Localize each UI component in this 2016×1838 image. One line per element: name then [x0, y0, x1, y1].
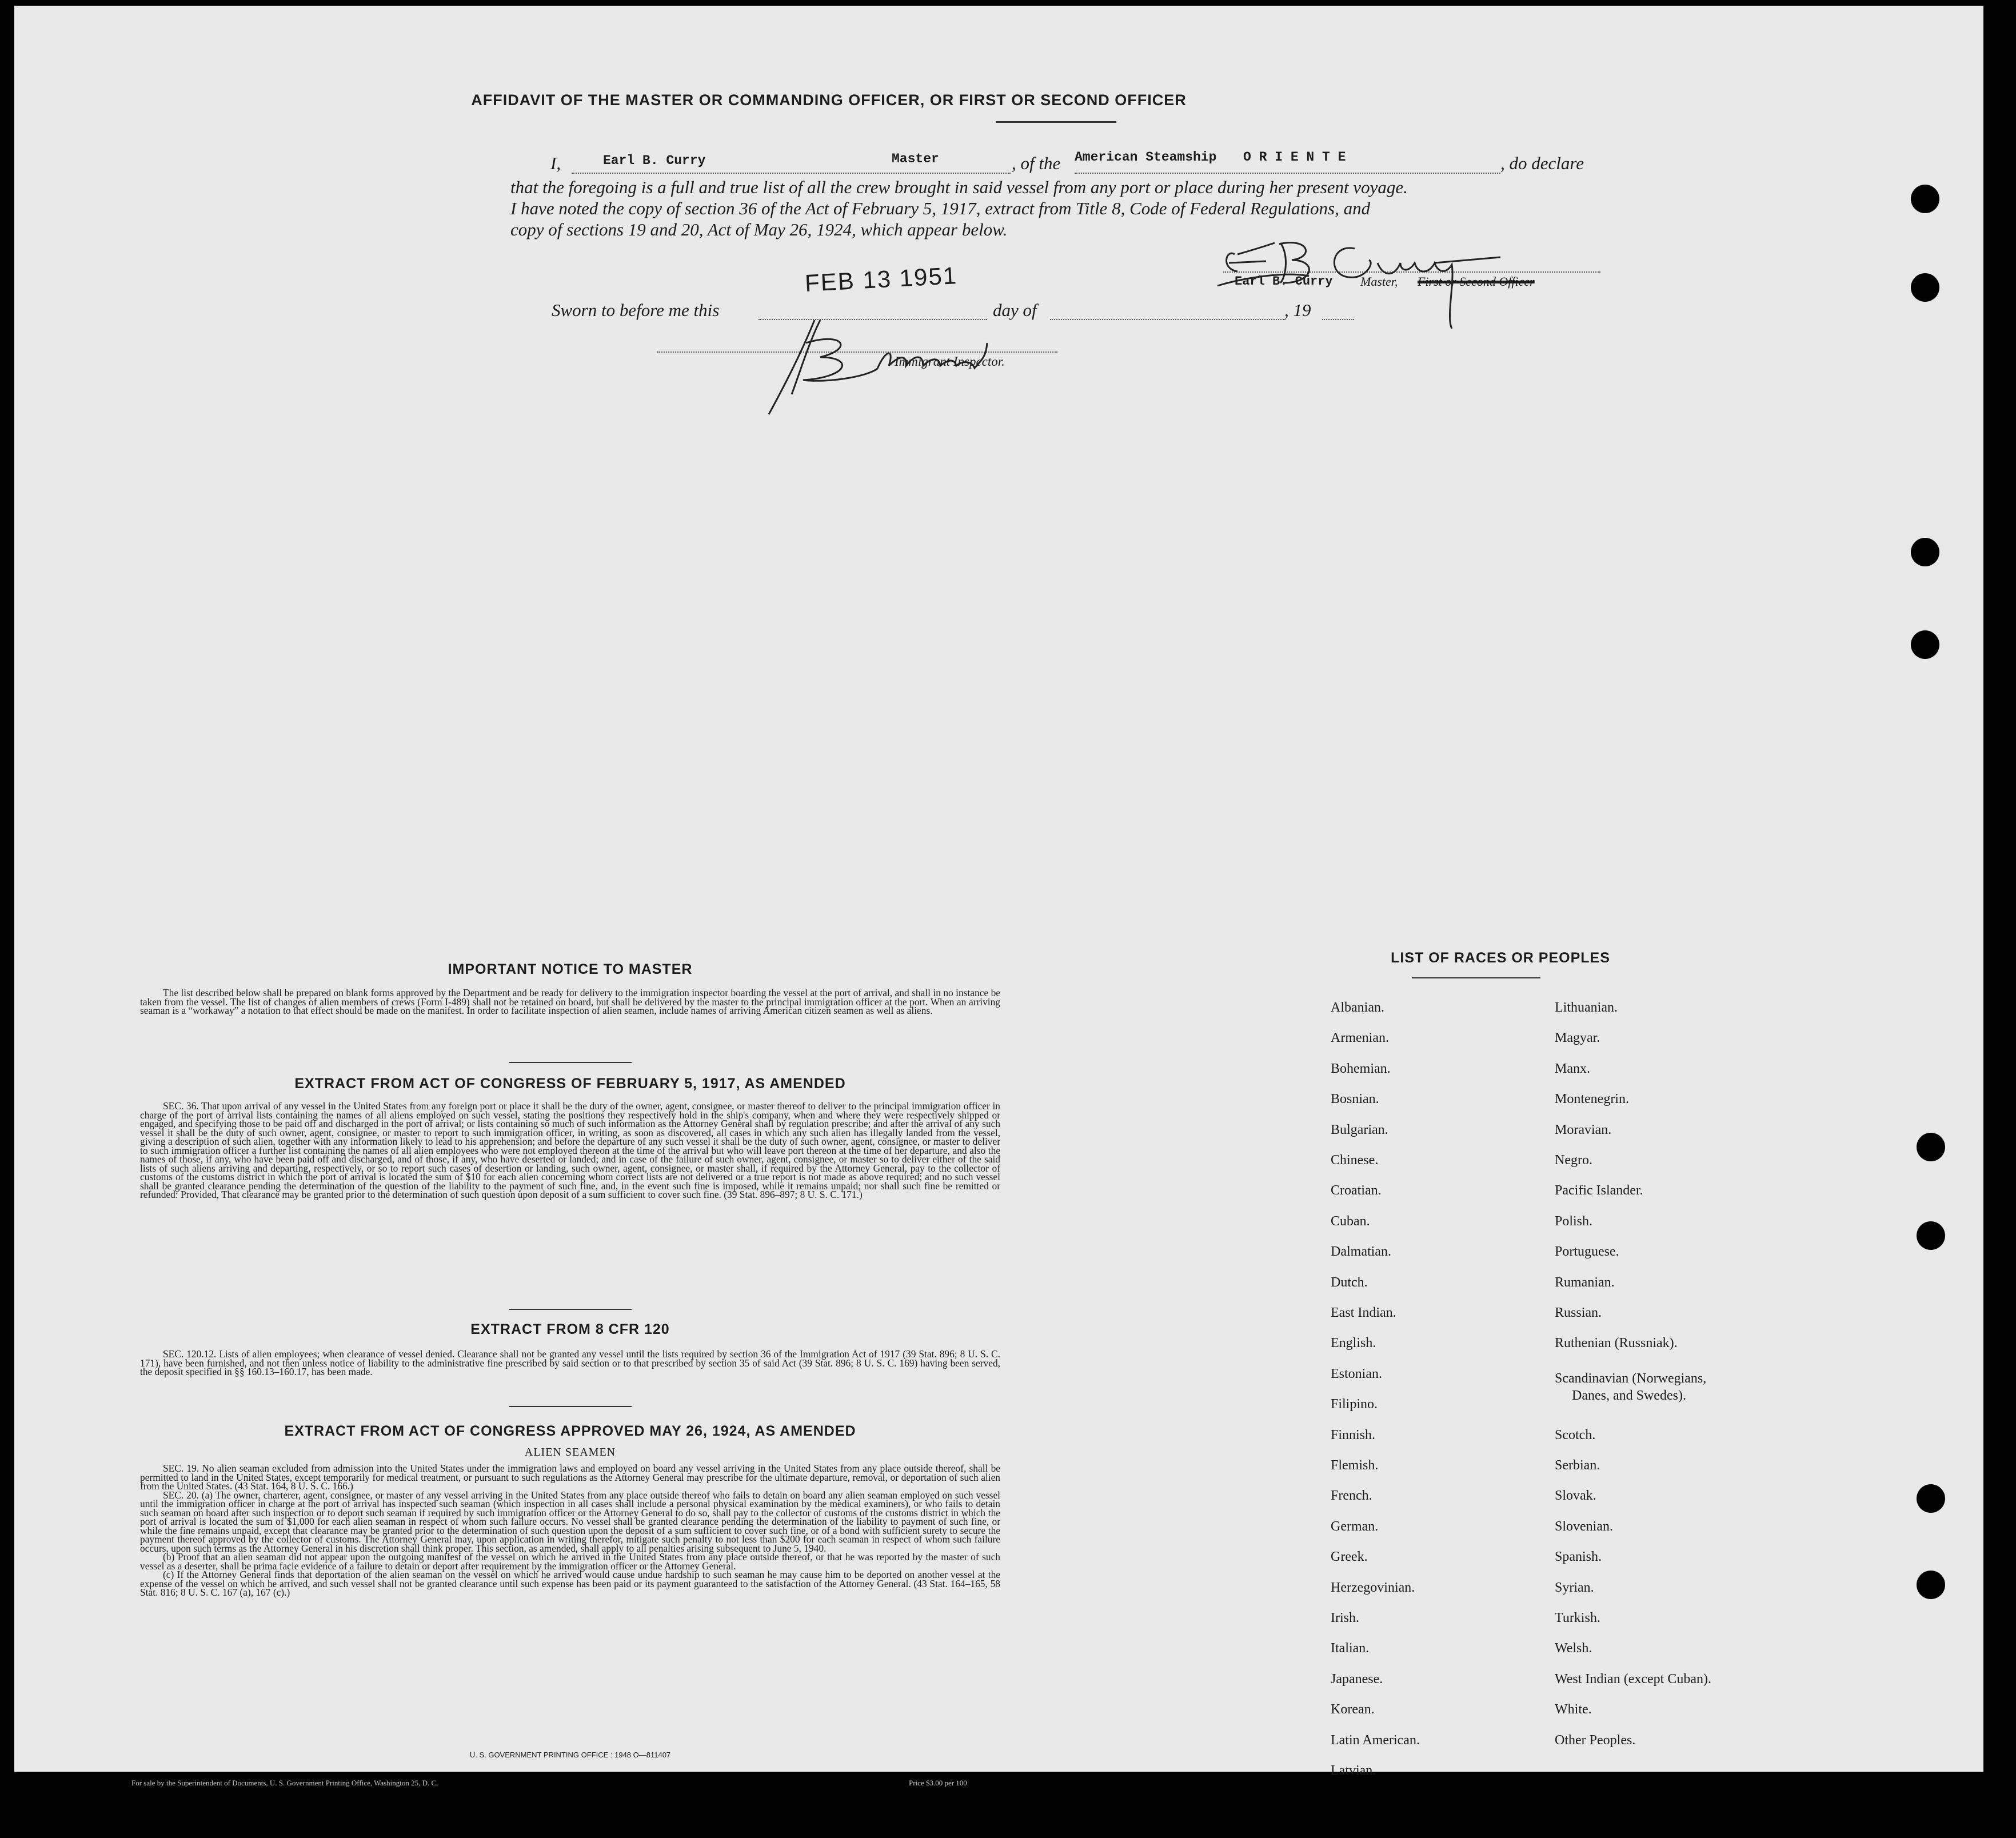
- race-item: Dalmatian.: [1331, 1244, 1391, 1260]
- race-item: Lithuanian.: [1555, 1000, 1618, 1015]
- race-item: Pacific Islander.: [1555, 1183, 1643, 1198]
- declarant-prefix: I,: [550, 153, 561, 173]
- section-36-text: SEC. 36. That upon arrival of any vessel in the United States from any foreign port or place it shall be the duty of the owner, agent, consignee, or master thereof to deliver to the principal immigration officer in charge of the port of arrival lists containing the names of all aliens employed on such vessel, stating the positions they respectively hold in the ship's company, when and where they were respectively shipped or engaged, and specifying those to be paid off and discharged in the port of arrival; or lists containing so much of such information as the Attorney General shall by regulation prescribe; and after the arrival of any such vessel it shall be the duty of such owner, agent, consignee, or master to report to such immigration officer, in writing, as soon as discovered, all cases in which any such alien has illegally landed from the vessel, giving a description of such alien, together with any information likely to lead to his apprehension; and before the departure of any such vessel it shall be the duty of such owner, agent, consignee, or master to deliver to such immigration officer a further list containing the names of all alien employees who were not employed thereon at the time of the arrival but who will leave port thereon at the time of her departure, and also the names of those, if any, who have been paid off and discharged, and of those, if any, who have deserted or landed; and in case of the failure of such owner, agent, consignee, or master so to deliver either of the said lists of such aliens arriving and departing, respectively, or so to report such cases of desertion or landing, such owner, agent, consignee, or master shall, if required by the Attorney General, pay to the collector of customs of the customs district in which the port of arrival is located the sum of $10 for each alien concerning whom correct lists are not delivered or a true report is not made as above required; and no such vessel shall be granted clearance pending the determination of the question of the liability to the payment of such fine, and, in the event such fine is imposed, while it remains unpaid; nor shall such fine be remitted or refunded: Provided, That clearance may be granted prior to the determination of such question upon deposit of a sum sufficient to cover such fine. (39 Stat. 896–897; 8 U. S. C. 171.): [140, 1100, 1000, 1200]
- day-of-text: day of: [993, 300, 1037, 320]
- punch-hole: [1911, 538, 1939, 566]
- race-item: Bosnian.: [1331, 1092, 1379, 1107]
- race-item: Manx.: [1555, 1061, 1590, 1076]
- declarant-rank: Master: [892, 151, 939, 166]
- race-item: Other Peoples.: [1555, 1732, 1636, 1748]
- race-item: East Indian.: [1331, 1305, 1396, 1320]
- race-item: Bulgarian.: [1331, 1122, 1388, 1137]
- name-fill-line: [572, 173, 1011, 174]
- extract-1924-body: [140, 1464, 1000, 1597]
- declarant-name: Earl B. Curry: [603, 153, 706, 168]
- printer-line: U. S. GOVERNMENT PRINTING OFFICE : 1948 O—811407: [469, 1751, 671, 1759]
- race-item: West Indian (except Cuban).: [1555, 1671, 1711, 1687]
- important-notice-text: The list described below shall be prepared on blank forms approved by the Department and be ready for delivery to the immigration inspector boarding the vessel at the port of arrival, and shall in no instance be taken from the vessel. The list of changes of alien members of crews (Form I-489) shall not be retained on board, but shall be delivered by the master to the principal immigration officer at the port. When an arriving seaman is a “workaway” a notation to that effect should be made on the manifest. In order to facilitate inspection of alien seamen, include names of arriving American citizen seamen as well as aliens.: [140, 987, 1000, 1016]
- of-the-text: , of the: [1012, 153, 1061, 173]
- extract-1917-body: [140, 1102, 1000, 1200]
- master-signature: [1212, 231, 1532, 343]
- do-declare-text: , do declare: [1500, 153, 1584, 173]
- signer-struck-title: First or Second Officer: [1418, 274, 1535, 289]
- race-item: Bohemian.: [1331, 1061, 1391, 1076]
- race-item: Irish.: [1331, 1611, 1359, 1625]
- race-item: Moravian.: [1555, 1122, 1612, 1137]
- races-rule: [1412, 977, 1540, 978]
- race-item: Italian.: [1331, 1641, 1370, 1656]
- race-item: Negro.: [1555, 1153, 1592, 1168]
- extract-1917-title: EXTRACT FROM ACT OF CONGRESS OF FEBRUARY 5, 1917, AS AMENDED: [294, 1076, 846, 1092]
- race-item: Syrian.: [1555, 1580, 1594, 1595]
- affidavit-body-line1: that the foregoing is a full and true list of all the crew brought in said vessel from any port or place during her present voyage.: [510, 177, 1408, 197]
- race-item: Scotch.: [1555, 1427, 1596, 1443]
- race-item: Polish.: [1555, 1213, 1593, 1229]
- race-item: Slovenian.: [1555, 1519, 1613, 1534]
- race-item: German.: [1331, 1519, 1379, 1534]
- extract-cfr-title: EXTRACT FROM 8 CFR 120: [470, 1321, 670, 1337]
- extract-cfr-body: [140, 1350, 1000, 1377]
- race-item: Estonian.: [1331, 1366, 1382, 1381]
- race-item: Armenian.: [1331, 1030, 1389, 1046]
- race-item: Croatian.: [1331, 1183, 1382, 1198]
- race-item: Magyar.: [1555, 1030, 1600, 1046]
- punch-hole: [1917, 1571, 1945, 1599]
- section-20b-text: (b) Proof that an alien seaman did not appear upon the outgoing manifest of the vessel on which he arrived in the United States from any place outside thereof, or that he was reported by the master of such vessel as a deserter, shall be prima facie evidence of a failure to detain or deport after requirement by the immigration officer or the Attorney General.: [140, 1551, 1000, 1572]
- punch-hole: [1917, 1221, 1945, 1250]
- section-19-text: SEC. 19. No alien seaman excluded from admission into the United States under the immigration laws and employed on board any vessel arriving in the United States from any place outside thereof, shall be permitted to land in the United States, except temporarily for medical treatment, or pursuant to such regulations as the Attorney General may prescribe for the ultimate departure, removal, or deportation of such alien from the United States. (43 Stat. 164, 8 U. S. C. 166.): [140, 1463, 1000, 1492]
- rule-1: [509, 1062, 632, 1063]
- sworn-text: Sworn to before me this: [552, 300, 720, 320]
- race-item: Albanian.: [1331, 1000, 1384, 1015]
- race-item: Herzegovinian.: [1331, 1580, 1415, 1595]
- race-item: Slovak.: [1555, 1488, 1596, 1504]
- race-item: White.: [1555, 1702, 1592, 1717]
- race-item: Scandinavian (Norwegians,: [1555, 1370, 1707, 1386]
- affidavit-body-line2: I have noted the copy of section 36 of the Act of February 5, 1917, extract from Title 8, Code of Federal Regulations, and: [510, 198, 1371, 218]
- race-item: Cuban.: [1331, 1213, 1370, 1229]
- signer-title: Master,: [1360, 274, 1398, 289]
- vessel-type: American Steamship: [1075, 150, 1217, 165]
- rule-2: [509, 1309, 632, 1310]
- race-item: Turkish.: [1555, 1611, 1600, 1625]
- race-item: Welsh.: [1555, 1641, 1592, 1656]
- punch-hole: [1911, 185, 1939, 213]
- race-item: Greek.: [1331, 1549, 1368, 1565]
- alien-seamen-subtitle: ALIEN SEAMEN: [524, 1446, 616, 1459]
- race-item: Portuguese.: [1555, 1244, 1619, 1260]
- race-item: Spanish.: [1555, 1549, 1602, 1565]
- race-item: Korean.: [1331, 1702, 1375, 1717]
- race-item: Ruthenian (Russniak).: [1555, 1336, 1678, 1351]
- race-item: Rumanian.: [1555, 1274, 1615, 1290]
- extract-1924-title: EXTRACT FROM ACT OF CONGRESS APPROVED MAY 26, 1924, AS AMENDED: [284, 1423, 856, 1439]
- race-item: Serbian.: [1555, 1458, 1600, 1473]
- race-item: English.: [1331, 1336, 1376, 1351]
- important-notice-title: IMPORTANT NOTICE TO MASTER: [448, 961, 693, 977]
- races-title: LIST OF RACES OR PEOPLES: [1391, 950, 1610, 966]
- year-prefix: , 19: [1284, 300, 1311, 320]
- race-item: Finnish.: [1331, 1427, 1376, 1443]
- section-20c-text: (c) If the Attorney General finds that deportation of the alien seaman on the vessel on which he arrived would cause undue hardship to such seaman he may cause him to be deported on another vessel at the expense of the vessel on which he arrived, and such vessel shall not be granted clearance until such expense has been paid or its payment guaranteed to the satisfaction of the Attorney General. (43 Stat. 164–165, 58 Stat. 816; 8 U. S. C. 167 (a), 167 (c).): [140, 1569, 1000, 1598]
- race-item: Japanese.: [1331, 1671, 1383, 1687]
- punch-hole: [1917, 1484, 1945, 1513]
- title-rule: [996, 121, 1116, 123]
- signer-typed-name: Earl B. Curry: [1235, 274, 1333, 289]
- section-120-text: SEC. 120.12. Lists of alien employees; when clearance of vessel denied. Clearance shall not be granted any vessel until the lists required by section 36 of the Immigration Act of 1917 (39 Stat. 896; 8 U. S. C. 171), have been furnished, and not then unless notice of liability to the administrative fine prescribed by said section or to that prescribed by section 35 of said Act (39 Stat. 896; 8 U. S. C. 169) having been served, the deposit specified in §§ 160.13–160.17, has been made.: [140, 1348, 1000, 1377]
- date-stamp: FEB 13 1951: [804, 262, 959, 297]
- inspector-label: Immigrant Inspector.: [895, 354, 1005, 369]
- race-item: Dutch.: [1331, 1274, 1368, 1290]
- section-20a-text: SEC. 20. (a) The owner, charterer, agent, consignee, or master of any vessel arriving in the United States from any place outside thereof who fails to detain on board any alien seaman employed on such vessel until the immigration officer in charge at the port of arrival has inspected such seaman (which inspection in all cases shall include a personal physical examination by the medical examiners), or who fails to detain such seaman on board after such inspection or to deport such seaman if required by such immigration officer or the Attorney General to do so, shall pay to the collector of customs of the customs district in which the port of arrival is located the sum of $1,000 for each alien seaman in respect of whom such failure occurs. No vessel shall be granted clearance pending the determination of the liability to payment of such fine, or while the fine remains unpaid, except that clearance may be granted prior to the determination of such question upon the deposit of a sum sufficient to cover such fine, or of a bond with sufficient surety to secure the payment thereof approved by the collector of customs. The Attorney General may, upon application in writing therefor, mitigate such penalty to not less than $200 for each seaman in respect of whom such failure occurs, upon such terms as the Attorney General in his discretion shall think proper. This section, as amended, shall apply to all penalties arising subsequent to June 5, 1940.: [140, 1489, 1000, 1554]
- race-item: Flemish.: [1331, 1458, 1379, 1473]
- form-sheet: [14, 6, 1983, 1778]
- race-item: Chinese.: [1331, 1153, 1379, 1168]
- important-notice-body: [140, 989, 1000, 1016]
- race-item: Filipino.: [1331, 1397, 1378, 1412]
- race-item: French.: [1331, 1488, 1372, 1504]
- affidavit-title: AFFIDAVIT OF THE MASTER OR COMMANDING OFFICER, OR FIRST OR SECOND OFFICER: [471, 91, 1187, 109]
- race-item: Montenegrin.: [1555, 1092, 1629, 1107]
- race-item: Danes, and Swedes).: [1572, 1388, 1686, 1403]
- rule-3: [509, 1406, 632, 1407]
- race-item: Russian.: [1555, 1305, 1602, 1320]
- punch-hole: [1911, 630, 1939, 659]
- race-item: Latvian.: [1331, 1763, 1376, 1778]
- punch-hole: [1911, 273, 1939, 302]
- punch-hole: [1917, 1133, 1945, 1161]
- race-item: Latin American.: [1331, 1732, 1420, 1748]
- vessel-name: O R I E N T E: [1243, 150, 1346, 165]
- vessel-fill-line: [1075, 173, 1500, 174]
- sale-note: For sale by the Superintendent of Documents, U. S. Government Printing Office, Washington 25, D. C.: [131, 1779, 438, 1787]
- price-note: Price $3.00 per 100: [909, 1779, 967, 1787]
- affidavit-body-line3: copy of sections 19 and 20, Act of May 26, 1924, which appear below.: [510, 219, 1008, 239]
